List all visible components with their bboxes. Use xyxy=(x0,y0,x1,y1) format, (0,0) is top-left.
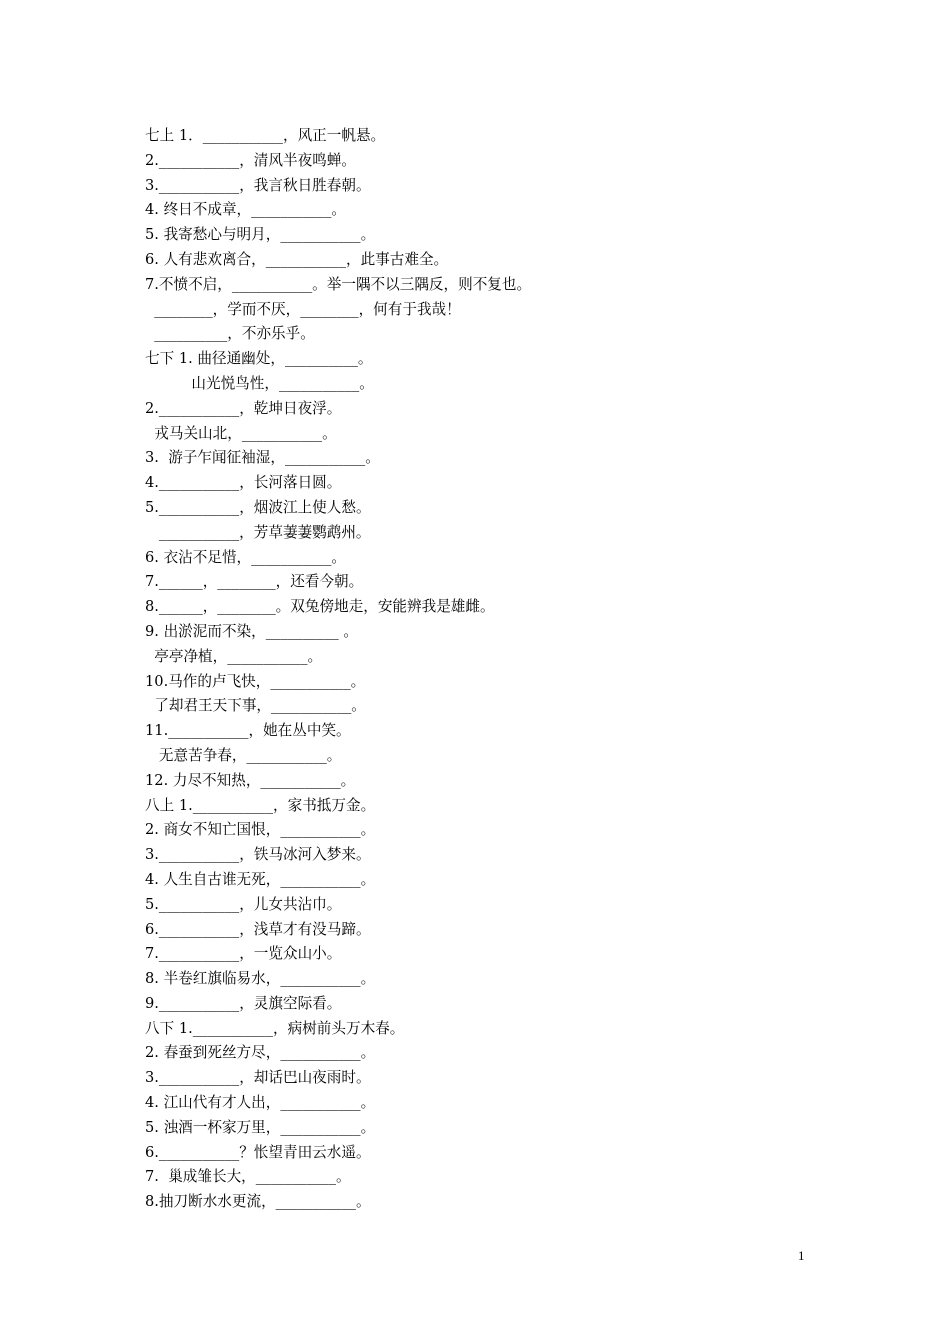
exercise-line: 7.不愤不启，___________。举一隅不以三隅反，则不复也。 xyxy=(145,275,532,293)
exercise-line: 7.______，________，还看今朝。 xyxy=(145,573,364,591)
exercise-line: 亭亭净植，___________。 xyxy=(145,647,323,665)
exercise-line: 3.___________，铁马冰河入梦来。 xyxy=(145,846,371,864)
exercise-line: 5.___________，儿女共沾巾。 xyxy=(145,895,342,913)
exercise-line: 4. 人生自古谁无死，___________。 xyxy=(145,870,376,888)
exercise-line: 3.___________，却话巴山夜雨时。 xyxy=(145,1069,371,1087)
exercise-line: 6. 衣沾不足惜，___________。 xyxy=(145,548,346,566)
exercise-line: 6. 人有悲欢离合，___________，此事古难全。 xyxy=(145,250,449,268)
exercise-line: 八下 1.___________，病树前头万木春。 xyxy=(145,1019,405,1037)
exercise-line: 8. 半卷红旗临易水，___________。 xyxy=(145,970,376,988)
exercise-line: 9. 出淤泥而不染，__________ 。 xyxy=(145,622,358,640)
exercise-line: 8.______，________。双兔傍地走，安能辨我是雄雌。 xyxy=(145,598,495,616)
exercise-line: 4.___________，长河落日圆。 xyxy=(145,474,342,492)
exercise-line: 7.___________，一览众山小。 xyxy=(145,945,342,963)
exercise-line: 4. 江山代有才人出，___________。 xyxy=(145,1094,376,1112)
exercise-line: 七下 1. 曲径通幽处，__________。 xyxy=(145,350,373,368)
exercise-line: 8.抽刀断水水更流，___________。 xyxy=(145,1193,371,1211)
exercise-line: 八上 1.___________，家书抵万金。 xyxy=(145,796,376,814)
exercise-line: 11.___________，她在丛中笑。 xyxy=(145,722,351,740)
exercise-line: 10.马作的卢飞快，___________。 xyxy=(145,672,366,690)
exercise-line: ___________，芳草萋萋鹦鹉州。 xyxy=(145,523,371,541)
exercise-line: 无意苦争春，___________。 xyxy=(145,746,342,764)
exercise-line: 3. 游子乍闻征袖湿，___________。 xyxy=(145,449,380,467)
exercise-line: 3.___________，我言秋日胜春朝。 xyxy=(145,176,371,194)
exercise-line: 2.___________，乾坤日夜浮。 xyxy=(145,399,342,417)
page-number: 1 xyxy=(798,1248,805,1263)
exercise-line: 12. 力尽不知热，___________。 xyxy=(145,771,356,789)
exercise-line: ________，学而不厌，________，何有于我哉！ xyxy=(145,300,461,318)
exercise-line: 2.___________，清风半夜鸣蝉。 xyxy=(145,151,356,169)
exercise-line: 2. 商女不知亡国恨，___________。 xyxy=(145,821,376,839)
exercise-line: 6.___________？怅望青田云水遥。 xyxy=(145,1143,371,1161)
exercise-line: 5. 我寄愁心与明月，___________。 xyxy=(145,226,376,244)
exercise-line: 5. 浊酒一杯家万里，___________。 xyxy=(145,1118,376,1136)
exercise-line: 了却君王天下事，___________。 xyxy=(145,697,366,715)
exercise-line: 戎马关山北，___________。 xyxy=(145,424,337,442)
exercise-line: 七上 1．___________，风正一帆悬。 xyxy=(145,127,386,144)
exercise-line: 9.___________，灵旗空际看。 xyxy=(145,994,342,1012)
exercise-line: 4. 终日不成章，___________。 xyxy=(145,201,346,219)
exercise-line: 山光悦鸟性，___________。 xyxy=(145,374,374,392)
exercise-line: 6.___________，浅草才有没马蹄。 xyxy=(145,920,371,938)
exercise-line: __________，不亦乐乎。 xyxy=(145,325,315,343)
exercise-line: 7. 巢成雏长大，___________。 xyxy=(145,1168,351,1186)
poem-fill-in-list xyxy=(145,124,845,1215)
exercise-line: 2. 春蚕到死丝方尽，___________。 xyxy=(145,1044,376,1062)
exercise-line: 5.___________，烟波江上使人愁。 xyxy=(145,498,371,516)
